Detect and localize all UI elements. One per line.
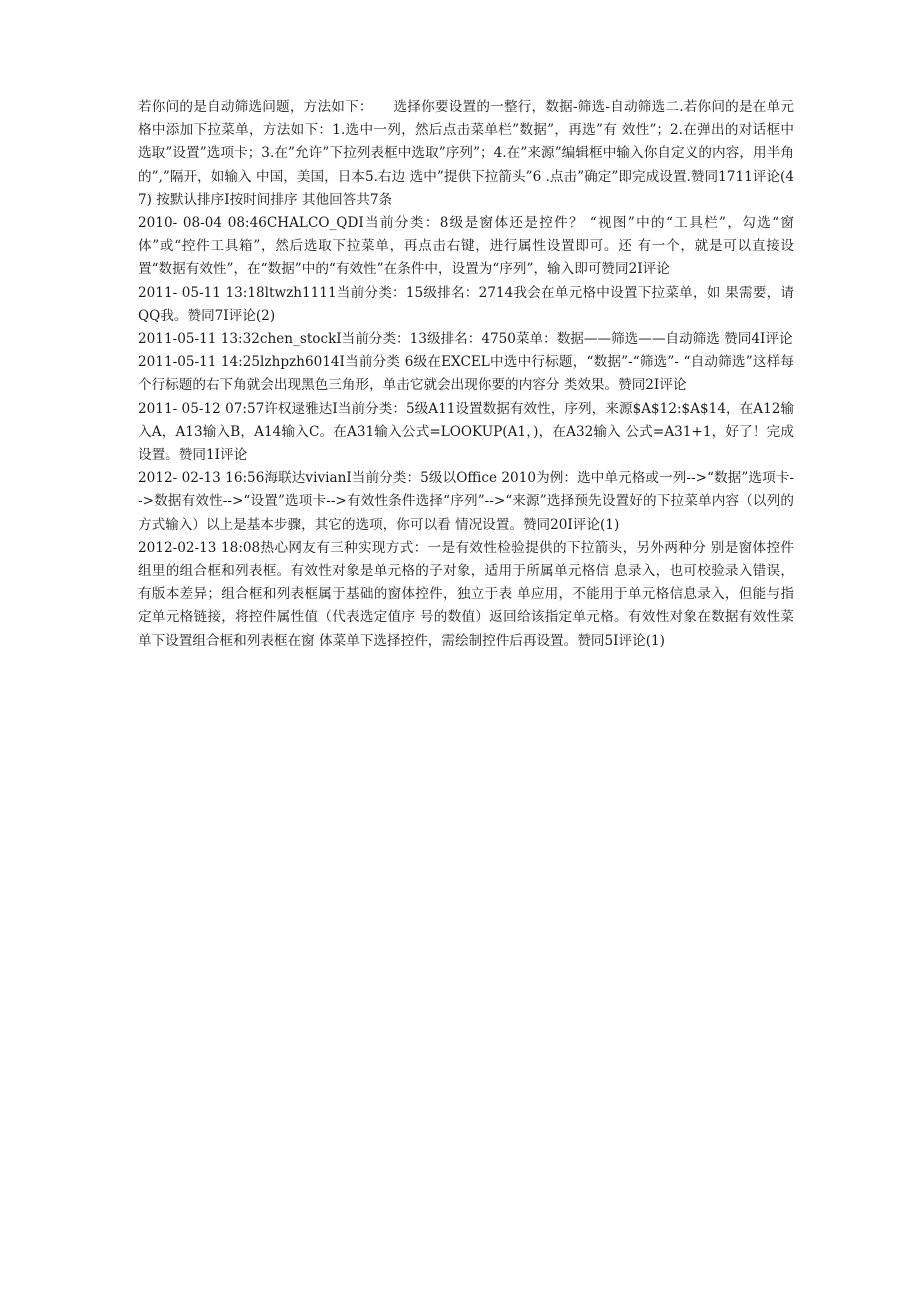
answer-paragraph-1: 若你问的是自动筛选问题，方法如下： 选择你要设置的一整行，数据-筛选-自动筛选二.若你问的是在单元格中添加下拉菜单，方法如下：1.选中一列，然后点击菜单栏”数据”，再选”有 效性”；2.在弹出的对话框中选取”设置”选项卡；3.在”允许”下拉列表框中选取”序列”；4.在”来源”编辑框中输入你自定义的内容，用半角的”,”隔开，如输入 中国，美国，日本5.右边 选中”提供下拉箭头”6 .点击”确定”即完成设置.赞同1711评论(47) 按默认排序I按时间排序 其他回答共7条	[138, 99, 794, 208]
answer-paragraph-3: 2011- 05-11 13:18ltwzh1111当前分类：15级排名：2714我会在单元格中设置下拉菜单，如 果需要，请QQ我。赞同7I评论(2)	[138, 284, 794, 324]
document-page	[138, 96, 794, 653]
answer-paragraph-4: 2011-05-11 13:32chen_stockI当前分类：13级排名：4750菜单：数据——筛选——自动筛选 赞同4I评论	[138, 331, 793, 348]
answer-paragraph-8: 2012-02-13 18:08热心网友有三种实现方式：一是有效性检验提供的下拉箭头，另外两种分 别是窗体控件组里的组合框和列表框。有效性对象是单元格的子对象，适用于所属单元格信 息录入，也可校验录入错误，有版本差异；组合框和列表框属于基础的窗体控件，独立于表 单应用，不能用于单元格信息录入，但能与指定单元格链接，将控件属性值（代表选定值序 号的数值）返回给该指定单元格。有效性对象在数据有效性菜单下设置组合框和列表框在窗 体菜单下选择控件，需绘制控件后再设置。赞同5I评论(1)	[138, 539, 794, 649]
answer-paragraph-6: 2011- 05-12 07:57许权逯雅达I当前分类：5级A11设置数据有效性，序列，来源$A$12:$A$14，在A12输入A，A13输入B，A14输入C。在A31输入公式=LOOKUP(A1，)，在A32输入 公式=A31+1，好了！完成设置。赞同1I评论	[138, 400, 794, 464]
answer-paragraph-2: 2010- 08-04 08:46CHALCO_QDI当前分类：8级是窗体还是控件？ “视图”中的“工具栏”，勾选“窗体”或“控件工具箱”，然后选取下拉菜单，再点击右键，进行属性设置即可。还 有一个，就是可以直接设置“数据有效性”，在“数据”中的“有效性”在条件中，设置为“序列”，输入即可赞同2I评论	[138, 215, 794, 278]
answer-paragraph-5: 2011-05-11 14:25lzhpzh6014I当前分类 6级在EXCEL中选中行标题，“数据”-“筛选”- “自动筛选”这样每个行标题的右下角就会出现黑色三角形，单击它就会出现你要的内容分 类效果。赞同2I评论	[138, 354, 794, 394]
answer-paragraph-7: 2012- 02-13 16:56海联达vivianI当前分类：5级以Office 2010为例：选中单元格或一列-->“数据”选项卡-->数据有效性-->“设置”选项卡-->有效性条件选择“序列”-->“来源”选择预先设置好的下拉菜单内容（以列的方式输入）以上是基本步骤，其它的选项，你可以看 情况设置。赞同20I评论(1)	[138, 470, 794, 533]
